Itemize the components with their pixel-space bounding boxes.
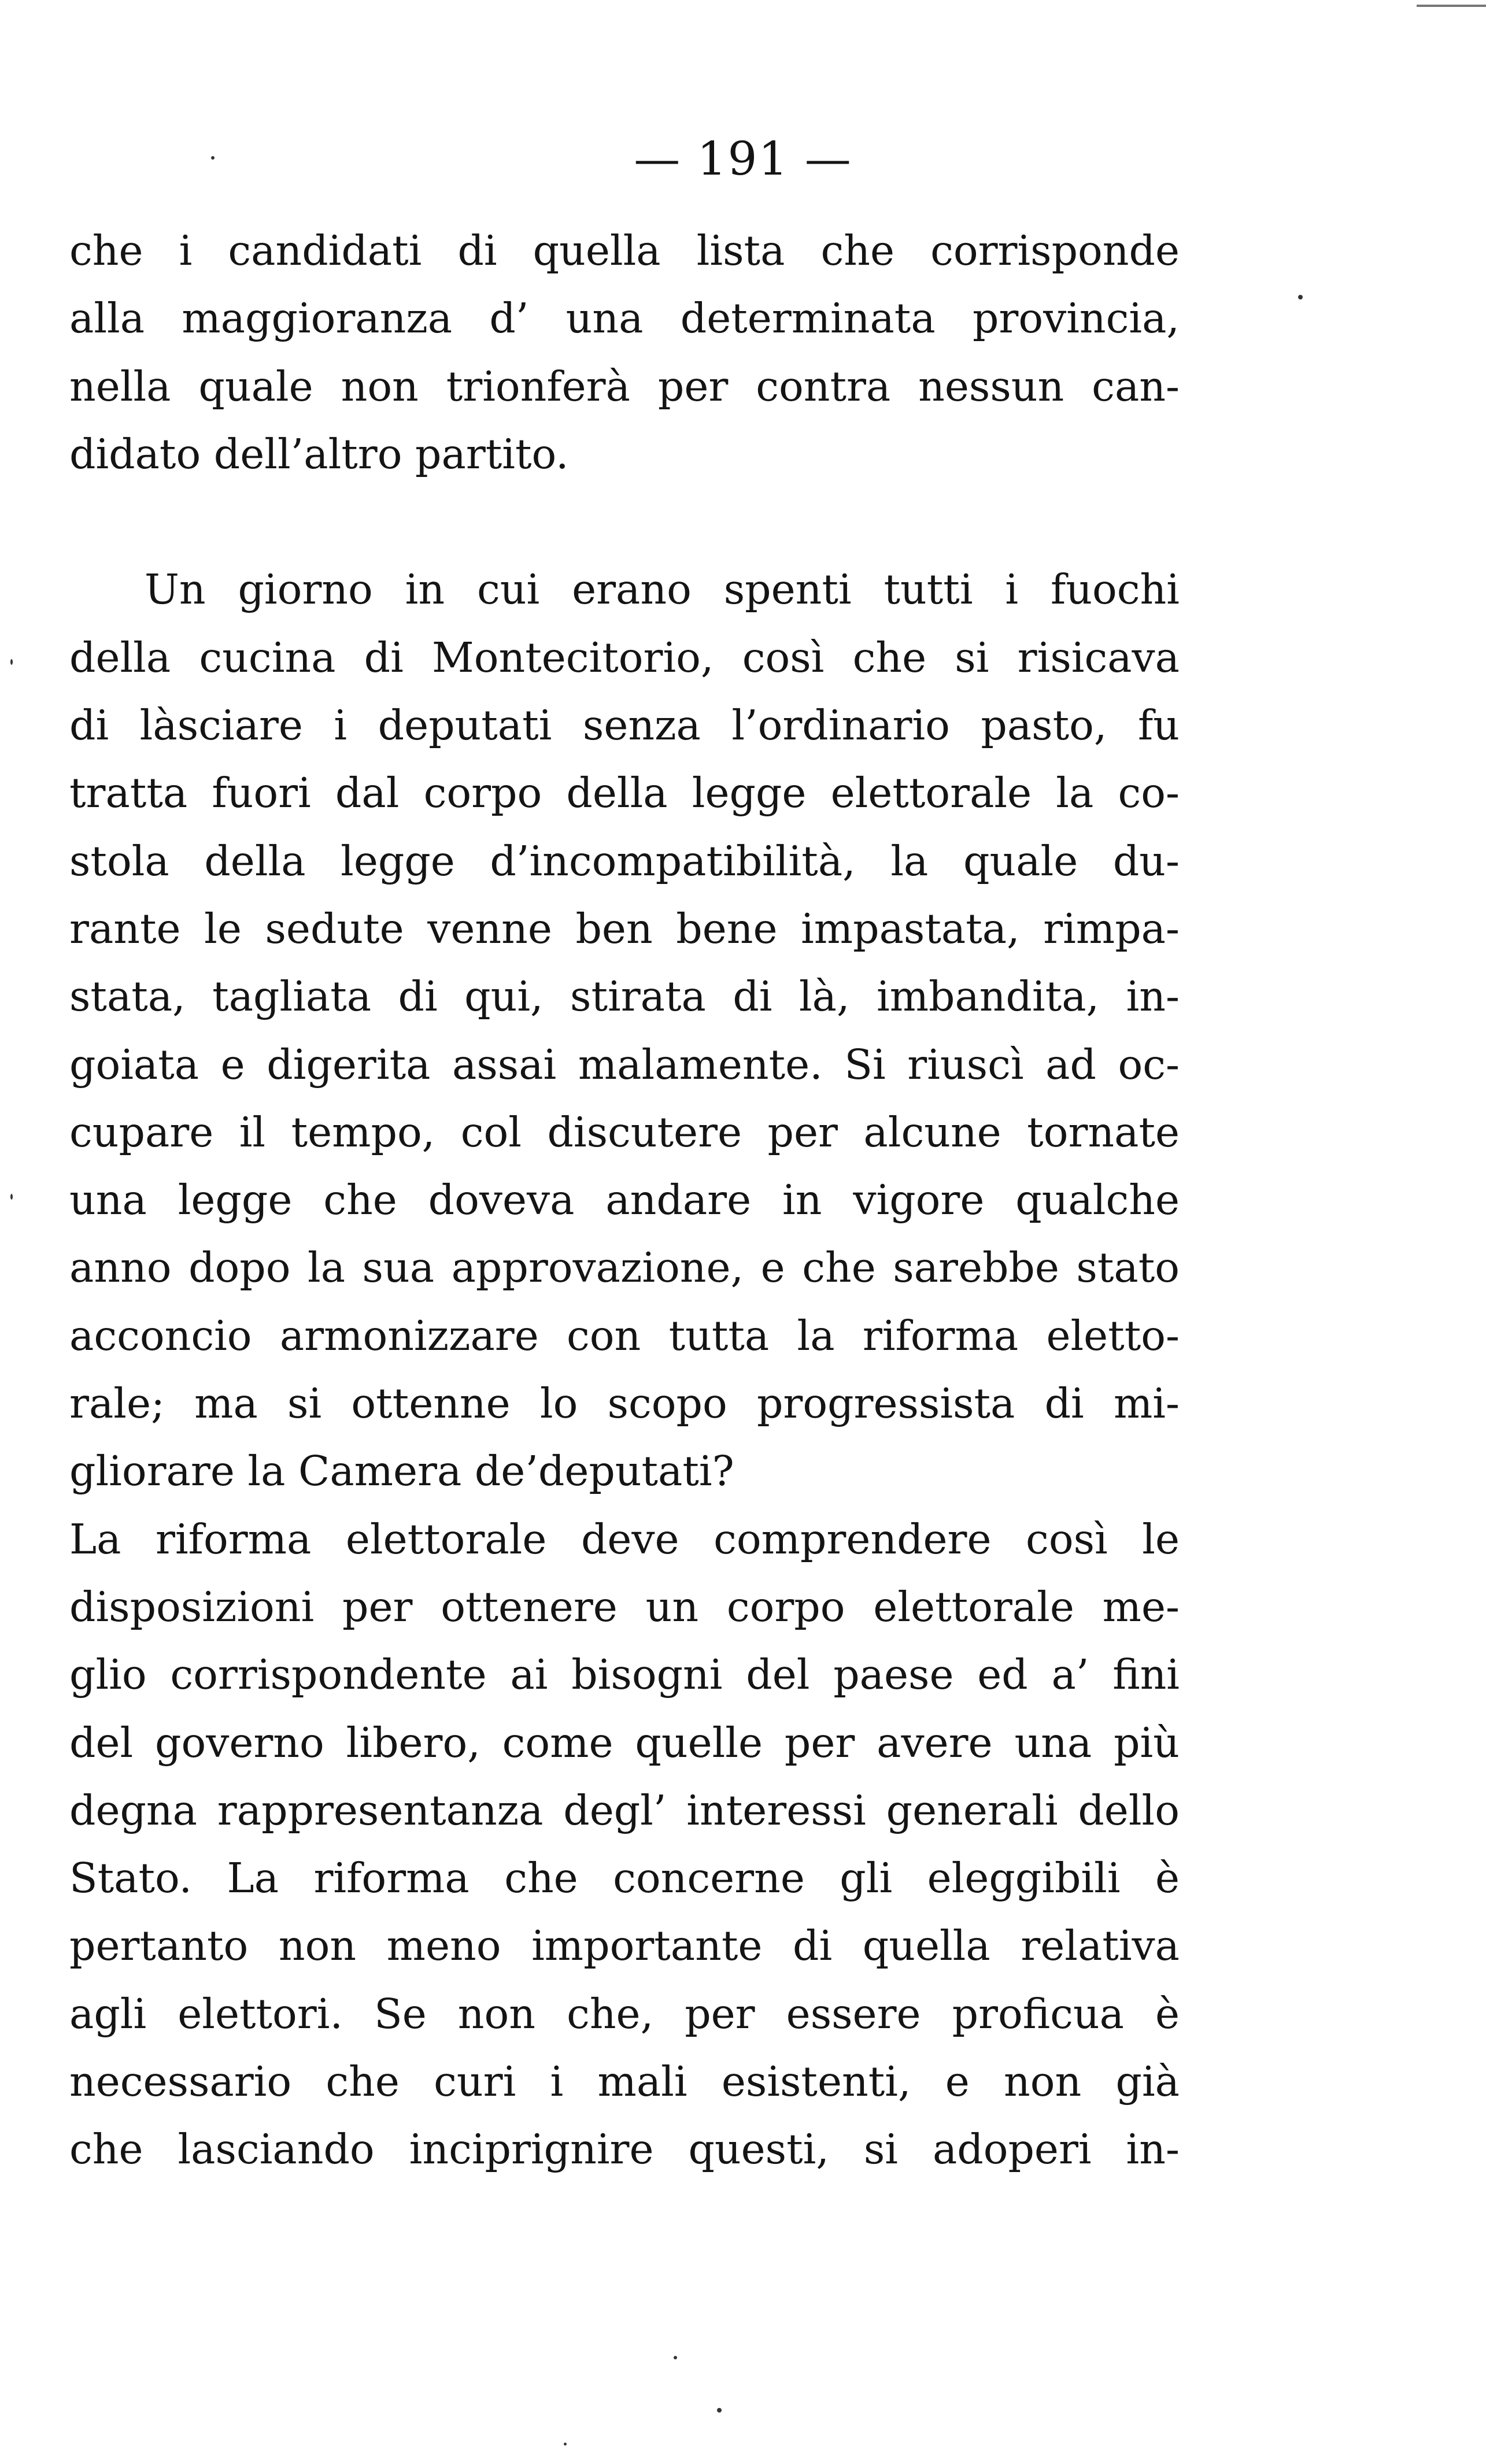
scan-speck [211, 156, 215, 160]
text-line: che i candidati di quella lista che corrisponde [69, 227, 1180, 275]
text-line: della cucina di Montecitorio, così che si risicava [69, 633, 1180, 682]
text-line: disposizioni per ottenere un corpo elettorale me- [69, 1582, 1180, 1631]
text-line: degna rappresentanza degl’ interessi generali dello [69, 1786, 1180, 1834]
paragraph [69, 217, 1180, 488]
paragraph-gap [69, 488, 1180, 556]
text-line: del governo libero, come quelle per avere una più [69, 1718, 1180, 1767]
text-line: stola della legge d’incompatibilità, la quale du- [69, 837, 1180, 885]
scan-speck [10, 659, 13, 665]
text-line: didato dell’altro partito. [69, 430, 569, 478]
text-line: nella quale non trionferà per contra nessun can- [69, 362, 1180, 410]
text-line: cupare il tempo, col discutere per alcune tornate [69, 1108, 1180, 1156]
scan-speck [10, 1194, 13, 1200]
text-line: Un giorno in cui erano spenti tutti i fuochi [145, 565, 1180, 614]
text-line: acconcio armonizzare con tutta la riforma eletto- [69, 1311, 1180, 1360]
text-line: stata, tagliata di qui, stirata di là, imbandita, in- [69, 972, 1180, 1021]
scan-speck [674, 2356, 677, 2359]
text-line: alla maggioranza d’ una determinata provincia, [69, 294, 1180, 343]
paragraph [69, 1505, 1180, 2184]
text-line: pertanto non meno importante di quella relativa [69, 1922, 1180, 1970]
body-text [69, 217, 1180, 2184]
text-line: che lasciando inciprignire questi, si adoperi in- [69, 2125, 1180, 2174]
paragraph [69, 556, 1180, 1505]
text-line: rale; ma si ottenne lo scopo progressista di mi- [69, 1379, 1180, 1428]
text-line: gliorare la Camera de’deputati? [69, 1447, 734, 1496]
text-line: glio corrispondente ai bisogni del paese ed a’ fini [69, 1651, 1180, 1699]
text-line: tratta fuori dal corpo della legge elettorale la co- [69, 769, 1180, 817]
text-line: una legge che doveva andare in vigore qualche [69, 1176, 1180, 1224]
scan-edge-mark [1417, 5, 1486, 7]
scan-speck [1298, 295, 1303, 299]
text-line: La riforma elettorale deve comprendere così le [69, 1515, 1180, 1563]
text-line: anno dopo la sua approvazione, e che sarebbe stato [69, 1244, 1180, 1292]
text-line: necessario che curi i mali esistenti, e non già [69, 2058, 1180, 2106]
text-line: di làsciare i deputati senza l’ordinario pasto, fu [69, 701, 1180, 750]
text-line: Stato. La riforma che concerne gli eleggibili è [69, 1854, 1180, 1903]
scan-speck [564, 2443, 567, 2445]
page-number: — 191 — [634, 132, 852, 186]
scan-speck [717, 2408, 722, 2413]
text-line: goiata e digerita assai malamente. Si riuscì ad oc- [69, 1040, 1180, 1089]
text-line: agli elettori. Se non che, per essere proficua è [69, 1989, 1180, 2038]
text-line: rante le sedute venne ben bene impastata, rimpa- [69, 904, 1180, 953]
